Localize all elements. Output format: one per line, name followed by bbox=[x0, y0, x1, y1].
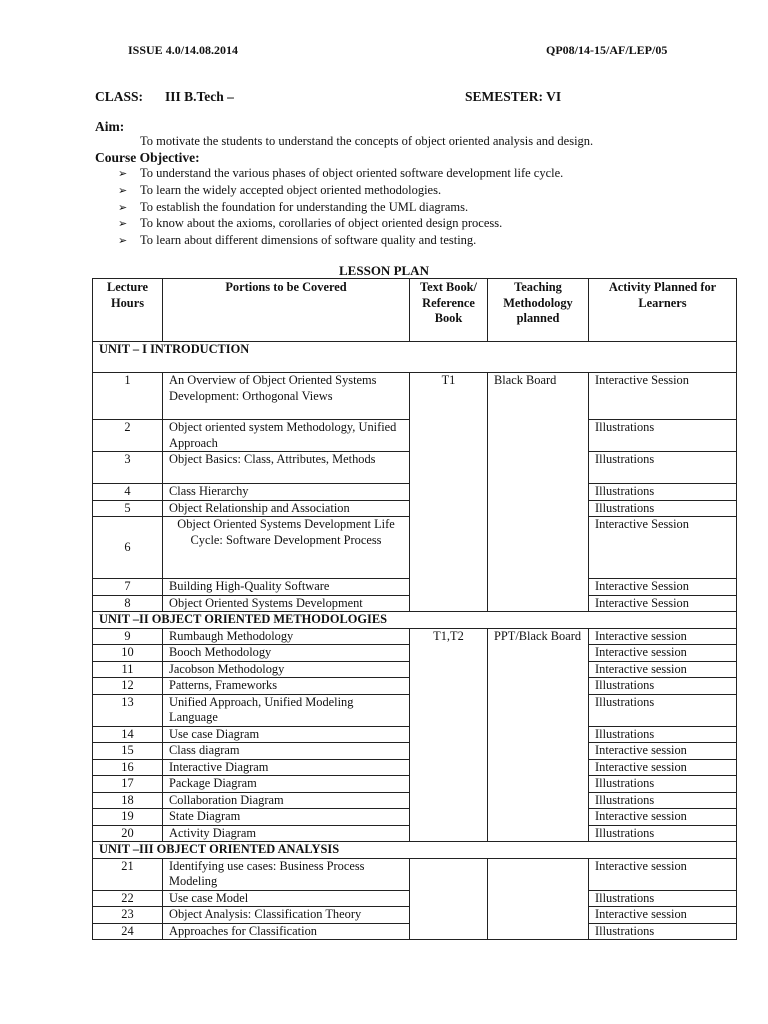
topic: Use case Diagram bbox=[163, 726, 410, 743]
activity: Illustrations bbox=[589, 484, 737, 501]
lecture-hour: 13 bbox=[93, 694, 163, 726]
activity: Interactive Session bbox=[589, 373, 737, 420]
activity: Illustrations bbox=[589, 776, 737, 793]
arrow-bullet-icon: ➢ bbox=[118, 200, 128, 214]
teaching-methodology: Black Board bbox=[488, 373, 589, 612]
activity: Illustrations bbox=[589, 726, 737, 743]
objective-item bbox=[118, 199, 563, 216]
activity: Illustrations bbox=[589, 420, 737, 452]
topic: Object Basics: Class, Attributes, Methods bbox=[163, 452, 410, 484]
activity: Illustrations bbox=[589, 452, 737, 484]
objective-text: To establish the foundation for understanding the UML diagrams. bbox=[140, 199, 469, 214]
lecture-hour: 18 bbox=[93, 792, 163, 809]
course-objective-list bbox=[118, 165, 563, 249]
topic: Rumbaugh Methodology bbox=[163, 628, 410, 645]
topic: Object Analysis: Classification Theory bbox=[163, 907, 410, 924]
topic: Booch Methodology bbox=[163, 645, 410, 662]
topic: Unified Approach, Unified Modeling Language bbox=[163, 694, 410, 726]
lecture-hour: 2 bbox=[93, 420, 163, 452]
unit-title: UNIT –II OBJECT ORIENTED METHODOLOGIES bbox=[93, 612, 737, 629]
col-header-portions: Portions to be Covered bbox=[163, 279, 410, 342]
activity: Interactive session bbox=[589, 628, 737, 645]
objective-text: To understand the various phases of object oriented software development life cycle. bbox=[140, 166, 564, 180]
unit-title: UNIT – I INTRODUCTION bbox=[93, 342, 737, 373]
table-row bbox=[93, 858, 737, 890]
topic: State Diagram bbox=[163, 809, 410, 826]
course-objective-label: Course Objective: bbox=[95, 150, 200, 165]
document-code: QP08/14-15/AF/LEP/05 bbox=[546, 43, 668, 57]
activity: Illustrations bbox=[589, 890, 737, 907]
topic: Activity Diagram bbox=[163, 825, 410, 842]
arrow-bullet-icon: ➢ bbox=[118, 167, 128, 180]
lecture-hour: 8 bbox=[93, 595, 163, 612]
activity: Interactive Session bbox=[589, 595, 737, 612]
lecture-hour: 9 bbox=[93, 628, 163, 645]
objective-item bbox=[118, 182, 563, 199]
topic: Use case Model bbox=[163, 890, 410, 907]
topic: Package Diagram bbox=[163, 776, 410, 793]
lecture-hour: 22 bbox=[93, 890, 163, 907]
col-header-activity: Activity Planned for Learners bbox=[589, 279, 737, 342]
arrow-bullet-icon: ➢ bbox=[118, 183, 128, 197]
activity: Interactive session bbox=[589, 809, 737, 826]
col-header-text-book: Text Book/ Reference Book bbox=[410, 279, 488, 342]
class-value: III B.Tech – bbox=[165, 89, 234, 104]
activity: Illustrations bbox=[589, 792, 737, 809]
lecture-hour: 23 bbox=[93, 907, 163, 924]
lesson-plan-table bbox=[92, 278, 737, 940]
lecture-hour: 7 bbox=[93, 579, 163, 596]
objective-item bbox=[118, 215, 563, 232]
activity: Illustrations bbox=[589, 500, 737, 517]
objective-item bbox=[118, 232, 563, 249]
activity: Interactive session bbox=[589, 907, 737, 924]
topic: Collaboration Diagram bbox=[163, 792, 410, 809]
arrow-bullet-icon: ➢ bbox=[118, 234, 128, 248]
activity: Illustrations bbox=[589, 825, 737, 842]
topic: Interactive Diagram bbox=[163, 759, 410, 776]
topic: Class Hierarchy bbox=[163, 484, 410, 501]
activity: Interactive session bbox=[589, 661, 737, 678]
lecture-hour: 20 bbox=[93, 825, 163, 842]
unit-row bbox=[93, 342, 737, 373]
text-book: T1 bbox=[410, 373, 488, 612]
aim-text: To motivate the students to understand the concepts of object oriented analysis and design. bbox=[140, 134, 594, 148]
objective-item bbox=[118, 165, 563, 182]
topic: Building High-Quality Software bbox=[163, 579, 410, 596]
lecture-hour: 19 bbox=[93, 809, 163, 826]
activity: Interactive Session bbox=[589, 579, 737, 596]
topic: Identifying use cases: Business Process Modeling bbox=[163, 858, 410, 890]
lecture-hour: 16 bbox=[93, 759, 163, 776]
lecture-hour: 1 bbox=[93, 373, 163, 420]
arrow-bullet-icon: ➢ bbox=[118, 217, 128, 231]
activity: Interactive Session bbox=[589, 517, 737, 579]
topic: Patterns, Frameworks bbox=[163, 678, 410, 695]
table-header-row bbox=[93, 279, 737, 342]
objective-text: To know about the axioms, corollaries of object oriented design process. bbox=[140, 216, 503, 231]
lecture-hour: 5 bbox=[93, 500, 163, 517]
col-header-methodology: Teaching Methodology planned bbox=[488, 279, 589, 342]
topic: Jacobson Methodology bbox=[163, 661, 410, 678]
lecture-hour: 21 bbox=[93, 858, 163, 890]
topic: Approaches for Classification bbox=[163, 923, 410, 940]
topic: Object oriented system Methodology, Unified Approach bbox=[163, 420, 410, 452]
lecture-hour: 11 bbox=[93, 661, 163, 678]
lecture-hour: 4 bbox=[93, 484, 163, 501]
activity: Illustrations bbox=[589, 923, 737, 940]
col-header-lecture-hours: Lecture Hours bbox=[93, 279, 163, 342]
lecture-hour: 10 bbox=[93, 645, 163, 662]
issue-number: ISSUE 4.0/14.08.2014 bbox=[128, 43, 239, 57]
unit-row bbox=[93, 842, 737, 859]
class-label: CLASS: bbox=[95, 89, 144, 104]
topic: Object Oriented Systems Development Life Cycle: Software Development Process bbox=[163, 517, 410, 579]
lesson-plan-title: LESSON PLAN bbox=[339, 263, 429, 278]
lecture-hour: 14 bbox=[93, 726, 163, 743]
topic: Class diagram bbox=[163, 743, 410, 760]
table-row bbox=[93, 373, 737, 420]
activity: Interactive session bbox=[589, 759, 737, 776]
lecture-hour: 12 bbox=[93, 678, 163, 695]
lecture-hour: 15 bbox=[93, 743, 163, 760]
lecture-hour: 6 bbox=[93, 517, 163, 579]
activity: Interactive session bbox=[589, 645, 737, 662]
text-book: T1,T2 bbox=[410, 628, 488, 842]
topic: Object Relationship and Association bbox=[163, 500, 410, 517]
objective-text: To learn the widely accepted object oriented methodologies. bbox=[140, 182, 442, 197]
topic: An Overview of Object Oriented Systems Development: Orthogonal Views bbox=[163, 373, 410, 420]
activity: Illustrations bbox=[589, 694, 737, 726]
activity: Interactive session bbox=[589, 858, 737, 890]
teaching-methodology bbox=[488, 858, 589, 940]
semester: SEMESTER: VI bbox=[465, 89, 562, 104]
teaching-methodology: PPT/Black Board bbox=[488, 628, 589, 842]
objective-text: To learn about different dimensions of software quality and testing. bbox=[140, 233, 477, 248]
topic: Object Oriented Systems Development bbox=[163, 595, 410, 612]
activity: Interactive session bbox=[589, 743, 737, 760]
unit-title: UNIT –III OBJECT ORIENTED ANALYSIS bbox=[93, 842, 737, 859]
lecture-hour: 24 bbox=[93, 923, 163, 940]
aim-label: Aim: bbox=[95, 119, 125, 134]
lecture-hour: 3 bbox=[93, 452, 163, 484]
lecture-hour: 17 bbox=[93, 776, 163, 793]
unit-row bbox=[93, 612, 737, 629]
table-row bbox=[93, 628, 737, 645]
activity: Illustrations bbox=[589, 678, 737, 695]
text-book bbox=[410, 858, 488, 940]
